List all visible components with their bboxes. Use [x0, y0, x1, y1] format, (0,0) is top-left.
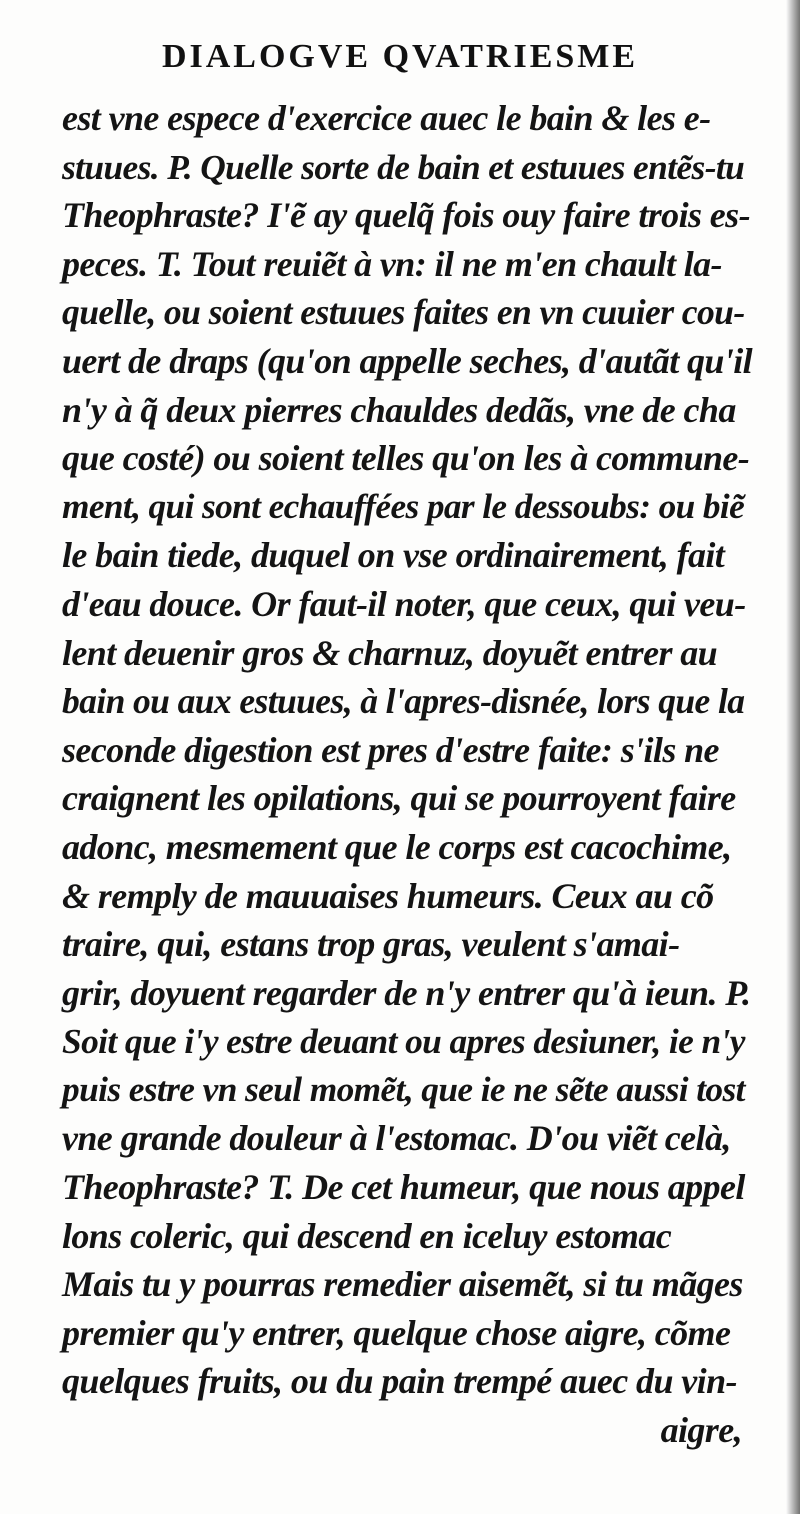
text-line: Soit que i'y estre deuant ou apres desiuner, ie n'y — [62, 1021, 745, 1062]
text-line: premier qu'y entrer, quelque chose aigre, cõme — [62, 1312, 731, 1353]
page-edge-shadow — [786, 0, 800, 1514]
text-line: traire, qui, estans trop gras, veulent s'amai- — [62, 924, 680, 965]
catchword: aigre, — [660, 1410, 742, 1451]
text-line: Theophraste? I'ẽ ay quelq̃ fois ouy faire trois es- — [62, 195, 750, 236]
text-line: seconde digestion est pres d'estre faite: s'ils ne — [62, 729, 719, 770]
text-line: puis estre vn seul momẽt, que ie ne sẽte aussi tost — [62, 1069, 745, 1109]
text-line: vne grande douleur à l'estomac. D'ou viẽt celà, — [62, 1118, 731, 1159]
text-line: quelques fruits, ou du pain trempé auec du vin- — [62, 1361, 737, 1402]
text-line: grir, doyuent regarder de n'y entrer qu'à ieun. P. — [62, 972, 751, 1013]
text-line: que costé) ou soient telles qu'on les à commune- — [62, 438, 750, 479]
text-line: lons coleric, qui descend en iceluy estomac — [62, 1215, 672, 1256]
text-line: est vne espece d'exercice auec le bain & les e- — [62, 98, 711, 138]
text-line: lent deuenir gros & charnuz, doyuẽt entrer au — [62, 632, 718, 673]
text-line: stuues. P. Quelle sorte de bain et estuues entẽs-tu — [62, 146, 745, 187]
text-line: adonc, mesmement que le corps est cacochime, — [62, 826, 732, 867]
text-line: d'eau douce. Or faut-il noter, que ceux, qui veu- — [62, 583, 746, 624]
text-line: bain ou aux estuues, à l'apres-disnée, lors que la — [62, 681, 745, 722]
running-head: DIALOGVE QVATRIESME — [161, 38, 639, 75]
text-line: le bain tiede, duquel on vse ordinairement, fait — [62, 535, 725, 576]
text-line: craignent les opilations, qui se pourroyent faire — [62, 778, 736, 819]
text-line: Theophraste? T. De cet humeur, que nous appel — [62, 1167, 745, 1208]
text-line: quelle, ou soient estuues faites en vn cuuier cou- — [62, 292, 745, 333]
text-line: ment, qui sont echauffées par le dessoubs: ou biẽ — [62, 486, 745, 526]
text-line: n'y à q̃ deux pierres chauldes dedãs, vne de cha — [62, 389, 736, 430]
text-line: & remply de mauuaises humeurs. Ceux au cõ — [62, 875, 714, 916]
text-line: uert de draps (qu'on appelle seches, d'autãt qu'il — [62, 340, 753, 381]
body-text — [62, 94, 752, 1455]
text-line: Mais tu y pourras remedier aisemẽt, si tu mãges — [62, 1264, 743, 1305]
text-line: peces. T. Tout reuiẽt à vn: il ne m'en chault la- — [62, 243, 722, 284]
